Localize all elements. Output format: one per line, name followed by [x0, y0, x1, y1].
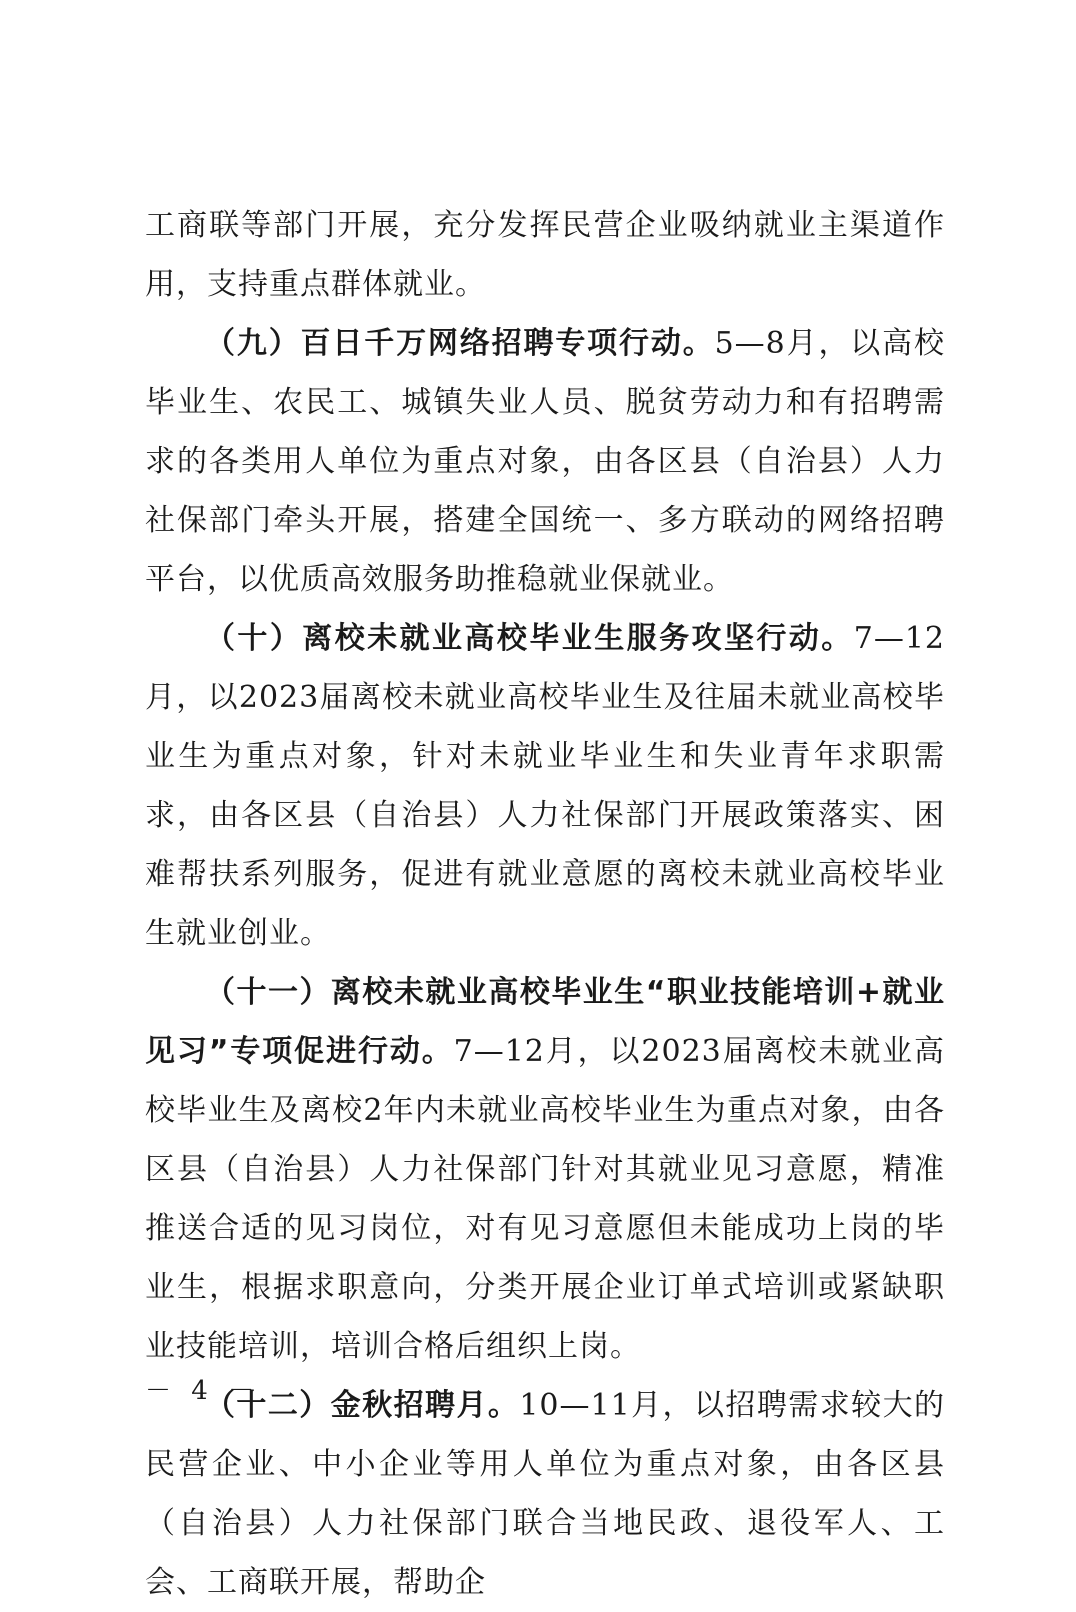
paragraph-item-12 [145, 1376, 945, 1612]
paragraph-heading: （十一）离校未就业高校毕业生“职业技能培训+就业见习”专项促进行动。 [145, 975, 945, 1069]
paragraph-item-9 [145, 314, 945, 609]
paragraph-text: 7—12月，以2023届离校未就业高校毕业生及离校2年内未就业高校毕业生为重点对象，由各区县（自治县）人力社保部门针对其就业见习意愿，精准推送合适的见习岗位，对有见习意愿但未能成功上岗的毕业生，根据求职意向，分类开展企业订单式培训或紧缺职业技能培训，培训合格后组织上岗。 [145, 1034, 945, 1364]
paragraph-text: 10—11月，以招聘需求较大的民营企业、中小企业等用人单位为重点对象，由各区县（自治县）人力社保部门联合当地民政、退役军人、工会、工商联开展，帮助企 [145, 1388, 945, 1600]
paragraph-heading: （十二）金秋招聘月。 [205, 1388, 520, 1423]
document-body [145, 196, 945, 1612]
paragraph-continuation [145, 196, 945, 314]
paragraph-text: 7—12月，以2023届离校未就业高校毕业生及往届未就业高校毕业生为重点对象，针对未就业毕业生和失业青年求职需求，由各区县（自治县）人力社保部门开展政策落实、困难帮扶系列服务，促进有就业意愿的离校未就业高校毕业生就业创业。 [145, 621, 945, 951]
paragraph-text: 工商联等部门开展，充分发挥民营企业吸纳就业主渠道作用，支持重点群体就业。 [145, 208, 945, 302]
paragraph-item-10 [145, 609, 945, 963]
paragraph-heading: （十）离校未就业高校毕业生服务攻坚行动。 [205, 621, 854, 656]
paragraph-heading: （九）百日千万网络招聘专项行动。 [205, 326, 715, 361]
paragraph-item-11 [145, 963, 945, 1376]
page-number: － 4 － [145, 1376, 261, 1406]
paragraph-text: 5—8月，以高校毕业生、农民工、城镇失业人员、脱贫劳动力和有招聘需求的各类用人单位为重点对象，由各区县（自治县）人力社保部门牵头开展，搭建全国统一、多方联动的网络招聘平台，以优质高效服务助推稳就业保就业。 [145, 326, 945, 597]
